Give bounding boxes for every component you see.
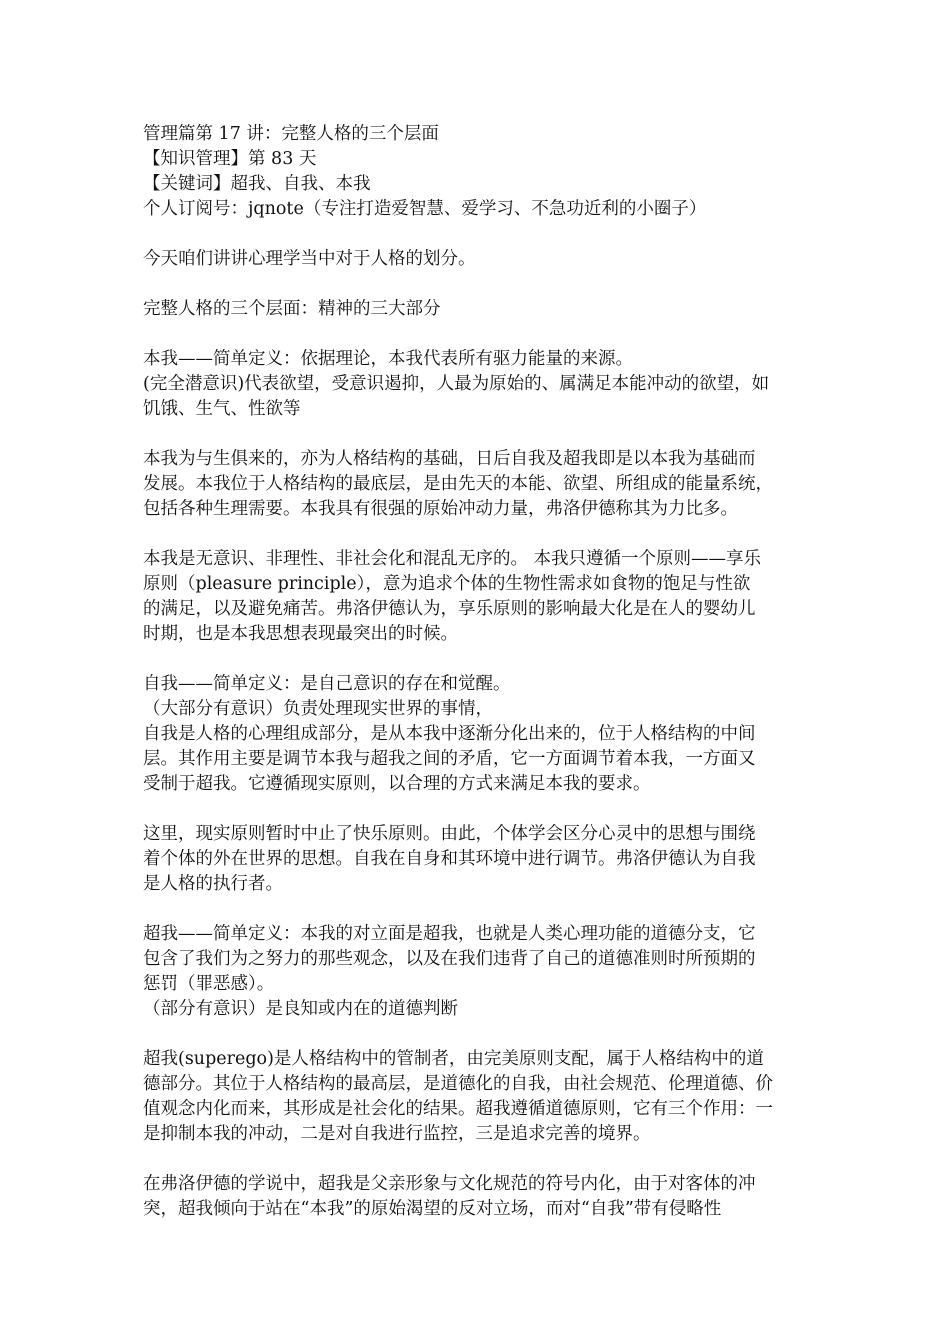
keywords-label: 【关键词】超我、自我、本我 [143,174,371,194]
paragraph [143,347,811,422]
subscription-label: 个人订阅号：jqnote（专注打造爱智慧、爱学习、不急功近利的小圈子） [143,199,707,219]
paragraph-line: 饥饿、生气、性欲等 [143,399,301,419]
paragraph [143,922,811,1022]
paragraph-line: 惩罚（罪恶感）。 [143,974,275,994]
paragraph [143,822,811,897]
paragraph-line: (完全潜意识)代表欲望，受意识遏抑，人最为原始的、属满足本能冲动的欲望，如 [143,374,770,394]
paragraph [143,672,811,797]
paragraph-line: 超我(superego)是人格结构中的管制者，由完美原则支配，属于人格结构中的道 [143,1049,764,1069]
paragraph-line: 是抑制本我的冲动，二是对自我进行监控，三是追求完善的境界。 [143,1124,651,1144]
paragraph-line: 今天咱们讲讲心理学当中对于人格的划分。 [143,249,476,269]
paragraph-line: 时期，也是本我思想表现最突出的时候。 [143,624,458,644]
paragraph [143,547,811,647]
paragraph-line: 本我是无意识、非理性、非社会化和混乱无序的。 本我只遵循一个原则——享乐 [143,549,762,569]
paragraph-line: 是人格的执行者。 [143,874,283,894]
paragraph-line: 层。其作用主要是调节本我与超我之间的矛盾，它一方面调节着本我，一方面又 [143,749,756,769]
paragraph-line: 原则（pleasure principle），意为追求个体的生物性需求如食物的饱足与性欲 [143,574,751,594]
paragraph-line: 德部分。其位于人格结构的最高层，是道德化的自我，由社会规范、伦理道德、价 [143,1074,773,1094]
paragraph [143,247,811,272]
paragraph-line: 完整人格的三个层面：精神的三大部分 [143,299,441,319]
paragraph-line: 值观念内化而来，其形成是社会化的结果。超我遵循道德原则，它有三个作用：一 [143,1099,773,1119]
document-body [143,247,811,1222]
document-title: 管理篇第 17 讲：完整人格的三个层面 [143,124,439,144]
paragraph-line: 的满足，以及避免痛苦。弗洛伊德认为，享乐原则的影响最大化是在人的婴幼儿 [143,599,756,619]
paragraph-line: 包括各种生理需要。本我具有很强的原始冲动力量，弗洛伊德称其为力比多。 [143,499,738,519]
paragraph-line: 突，超我倾向于站在“本我”的原始渴望的反对立场，而对“自我”带有侵略性 [143,1199,722,1219]
paragraph-line: 本我为与生俱来的，亦为人格结构的基础，日后自我及超我即是以本我为基础而 [143,449,756,469]
paragraph-line: （部分有意识）是良知或内在的道德判断 [143,999,458,1019]
paragraph-line: 着个体的外在世界的思想。自我在自身和其环境中进行调节。弗洛伊德认为自我 [143,849,756,869]
paragraph [143,1047,811,1147]
paragraph-line: （大部分有意识）负责处理现实世界的事情， [143,699,493,719]
paragraph [143,297,811,322]
paragraph-line: 自我——简单定义：是自己意识的存在和觉醒。 [143,674,511,694]
series-label: 【知识管理】第 83 天 [143,149,317,169]
document-page [143,122,811,1247]
paragraph-line: 本我——简单定义：依据理论，本我代表所有驱力能量的来源。 [143,349,633,369]
paragraph-line: 超我——简单定义：本我的对立面是超我，也就是人类心理功能的道德分支，它 [143,924,756,944]
paragraph-line: 自我是人格的心理组成部分，是从本我中逐渐分化出来的，位于人格结构的中间 [143,724,756,744]
paragraph-line: 包含了我们为之努力的那些观念，以及在我们违背了自己的道德准则时所预期的 [143,949,756,969]
paragraph [143,447,811,522]
paragraph-line: 这里，现实原则暂时中止了快乐原则。由此，个体学会区分心灵中的思想与围绕 [143,824,756,844]
paragraph-line: 受制于超我。它遵循现实原则，以合理的方式来满足本我的要求。 [143,774,651,794]
paragraph [143,1172,811,1222]
paragraph-line: 发展。本我位于人格结构的最底层，是由先天的本能、欲望、所组成的能量系统， [143,474,773,494]
document-header [143,122,811,222]
paragraph-line: 在弗洛伊德的学说中，超我是父亲形象与文化规范的符号内化，由于对客体的冲 [143,1174,756,1194]
